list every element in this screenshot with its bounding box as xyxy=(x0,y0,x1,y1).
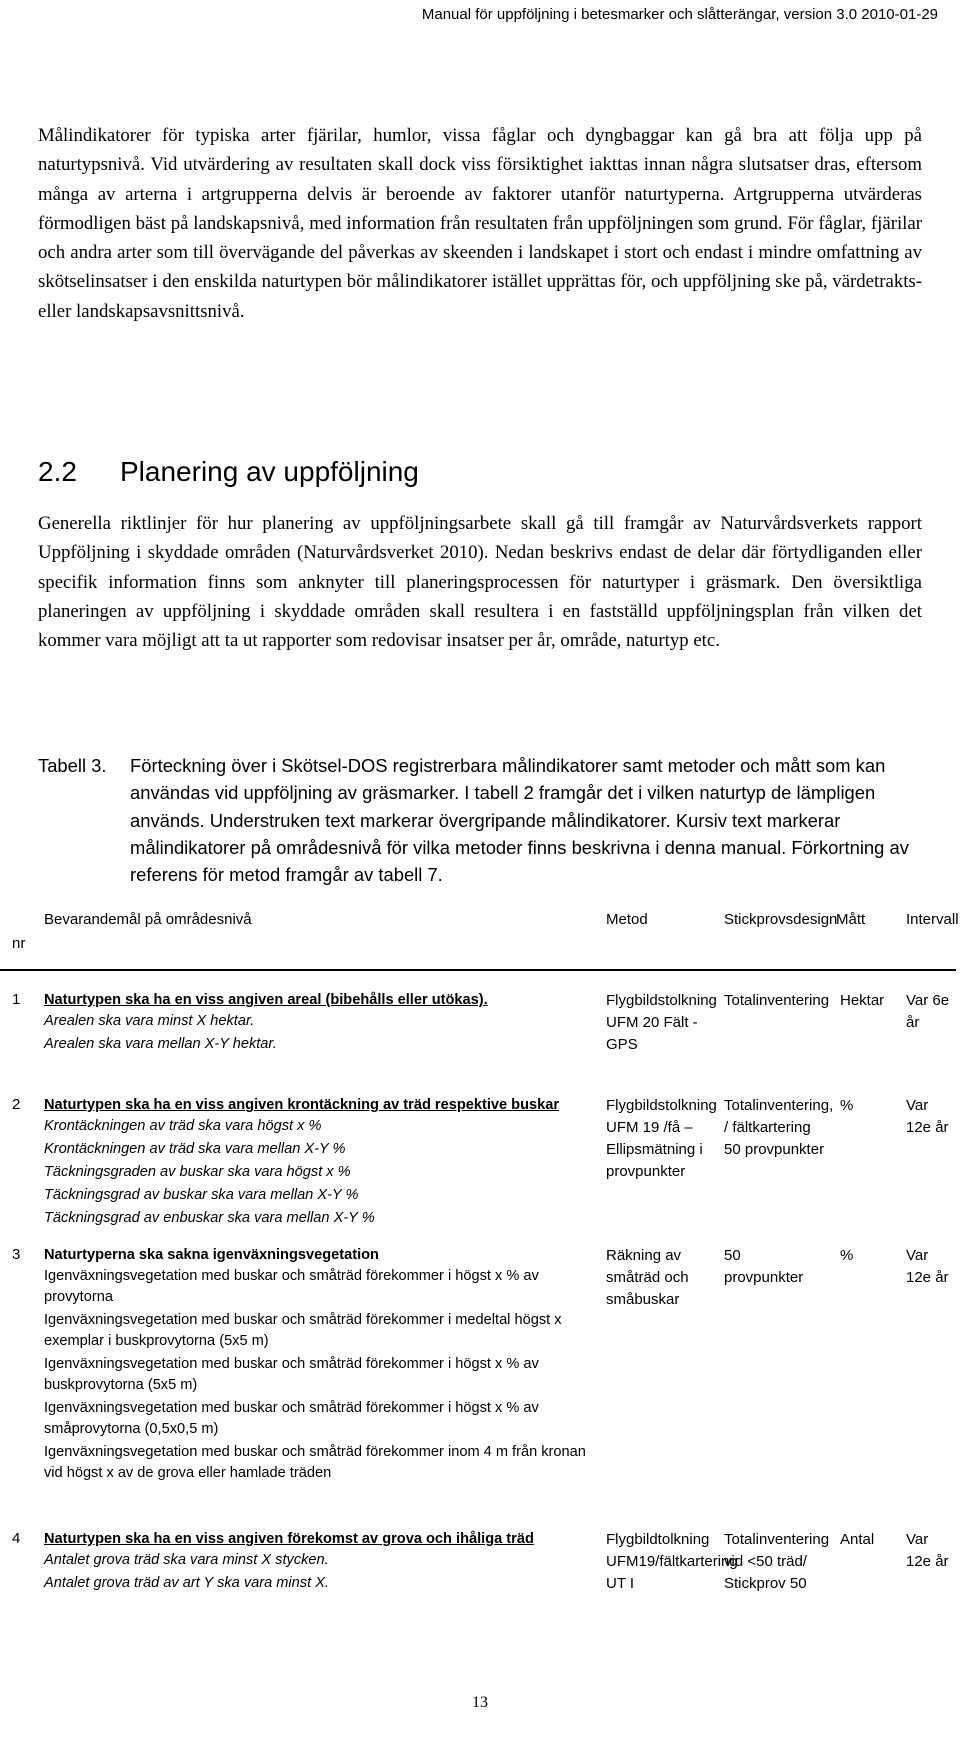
row-2-method: Flygbildstolkning UFM 19 /få – Ellipsmätning i provpunkter xyxy=(606,1097,717,1180)
header-goal: Bevarandemål på områdesnivå xyxy=(44,911,252,928)
header-method: Metod xyxy=(606,911,648,928)
table-row: Täckningsgrad av buskar ska vara mellan X-Y % xyxy=(44,1187,359,1203)
row-4-interval: Var 12e år xyxy=(906,1531,949,1570)
table-row: Arealen ska vara mellan X-Y hektar. xyxy=(44,1036,277,1052)
table-row: Krontäckningen av träd ska vara mellan X-Y % xyxy=(44,1141,346,1157)
row-4-nr: 4 xyxy=(12,1530,21,1547)
row-1-main-goal: Naturtypen ska ha en viss angiven areal (bibehålls eller utökas). xyxy=(44,992,488,1008)
header-design: Stickprovsdesign xyxy=(724,911,838,928)
row-2-main-goal: Naturtypen ska ha en viss angiven krontäckning av träd respektive buskar xyxy=(44,1097,560,1113)
caption-text: Förteckning över i Skötsel-DOS registrerbara målindikatorer samt metoder och mått som kan användas vid uppföljning av gräsmarker. I tabell 2 framgår det i vilken naturtyp de lämpligen används. Understruken text markerar övergripande målindikatorer. Kursiv text markerar målindikatorer på områdesnivå för vilka metoder finns beskrivna i denna manual. Förkortning av referens för metod framgår av tabell 7. xyxy=(130,755,909,886)
row-3-design: 50 provpunkter xyxy=(724,1247,804,1286)
row-1-criteria xyxy=(44,990,604,1057)
row-2-criteria xyxy=(44,1095,604,1231)
running-header: Manual för uppföljning i betesmarker och slåtterängar, version 3.0 2010-01-29 xyxy=(421,6,938,23)
table-row: Arealen ska vara minst X hektar. xyxy=(44,1013,255,1029)
header-interval: Intervall xyxy=(906,911,959,928)
table-row: Täckningsgraden av buskar ska vara högst x % xyxy=(44,1164,351,1180)
row-1-design: Totalinventering xyxy=(724,992,830,1009)
row-3-measure: % xyxy=(840,1247,854,1264)
planning-paragraph: Generella riktlinjer för hur planering av uppföljningsarbete skall gå till framgår av Naturvårdsverkets rapport Uppföljning i skyddade områden (Naturvårdsverket 2010). Nedan beskrivs endast de delar där förtydliganden eller specifik information finns som anknyter till planeringsprocessen för naturtyper i gräsmark. Den översiktliga planeringen av uppföljning i skyddade områden skall resultera i en fastställd uppföljningsplan från vilken det kommer vara möjligt att ta ut rapporter som redovisar insatser per år, område, naturtyp etc. xyxy=(38,513,922,652)
table-row: Igenväxningsvegetation med buskar och småträd förekommer i högst x % av buskprovytorna (5x5 m) xyxy=(44,1356,539,1393)
row-2-design: Totalinventering, / fältkartering 50 provpunkter xyxy=(724,1097,834,1158)
row-4-design: Totalinventering vid <50 träd/ Stickprov 50 xyxy=(724,1531,830,1592)
intro-paragraph: Målindikatorer för typiska arter fjärilar, humlor, vissa fåglar och dyngbaggar kan gå bra att följa upp på naturtypsnivå. Vid utvärdering av resultaten skall dock viss försiktighet iakttas innan några slutsatser dras, eftersom många av arterna i artgrupperna delvis är beroende av faktorer utanför naturtyperna. Artgrupperna utvärderas förmodligen bäst på landskapsnivå, med information från resultaten från uppföljningen som grund. För fåglar, fjärilar och andra arter som till övervägande del påverkas av skeenden i landskapet i stort och endast i mindre omfattning av skötselinsatser i den enskilda naturtypen bör målindikatorer istället upprättas för, och uppföljning ske på, värdetrakts- eller landskapsavsnittsnivå. xyxy=(38,125,922,322)
row-3-criteria xyxy=(44,1245,604,1486)
table-row: Krontäckningen av träd ska vara högst x % xyxy=(44,1118,322,1134)
header-measure: Mått xyxy=(836,911,866,928)
table-row: Antalet grova träd ska vara minst X stycken. xyxy=(44,1552,329,1568)
row-1-interval: Var 6e år xyxy=(906,992,950,1031)
section-number: 2.2 xyxy=(38,456,77,487)
caption-label: Tabell 3. xyxy=(38,755,107,776)
row-2-measure: % xyxy=(840,1097,854,1114)
table-row: Igenväxningsvegetation med buskar och småträd förekommer i högst x % av småprovytorna (0,5x0,5 m) xyxy=(44,1400,539,1437)
row-2-nr: 2 xyxy=(12,1096,21,1113)
row-1-method: Flygbildstolkning UFM 20 Fält - GPS xyxy=(606,992,717,1053)
row-2-interval: Var 12e år xyxy=(906,1097,949,1136)
table-row: Igenväxningsvegetation med buskar och småträd förekommer i högst x % av provytorna xyxy=(44,1268,539,1305)
row-3-method: Räkning av småträd och småbuskar xyxy=(606,1247,689,1308)
row-3-main-goal: Naturtyperna ska sakna igenväxningsvegetation xyxy=(44,1247,379,1263)
table-row: Igenväxningsvegetation med buskar och småträd förekommer inom 4 m från kronan vid högst x av de grova eller hamlade träden xyxy=(44,1444,586,1481)
row-4-method: Flygbildtolkning UFM19/fältkartering UT I xyxy=(606,1531,738,1592)
header-nr: nr xyxy=(12,935,26,952)
row-1-nr: 1 xyxy=(12,991,21,1008)
section-title: Planering av uppföljning xyxy=(120,456,419,487)
row-3-nr: 3 xyxy=(12,1246,21,1263)
row-1-measure: Hektar xyxy=(840,992,885,1009)
table-row: Igenväxningsvegetation med buskar och småträd förekommer i medeltal högst x exemplar i buskprovytorna (5x5 m) xyxy=(44,1312,562,1349)
row-4-main-goal: Naturtypen ska ha en viss angiven förekomst av grova och ihåliga träd xyxy=(44,1531,534,1547)
row-4-measure: Antal xyxy=(840,1531,875,1548)
row-3-interval: Var 12e år xyxy=(906,1247,949,1286)
table-header-rule xyxy=(0,969,956,971)
table-row: Täckningsgrad av enbuskar ska vara mellan X-Y % xyxy=(44,1210,375,1226)
page-number: 13 xyxy=(472,1694,488,1711)
row-4-criteria xyxy=(44,1529,604,1596)
table-row: Antalet grova träd av art Y ska vara minst X. xyxy=(44,1575,329,1591)
